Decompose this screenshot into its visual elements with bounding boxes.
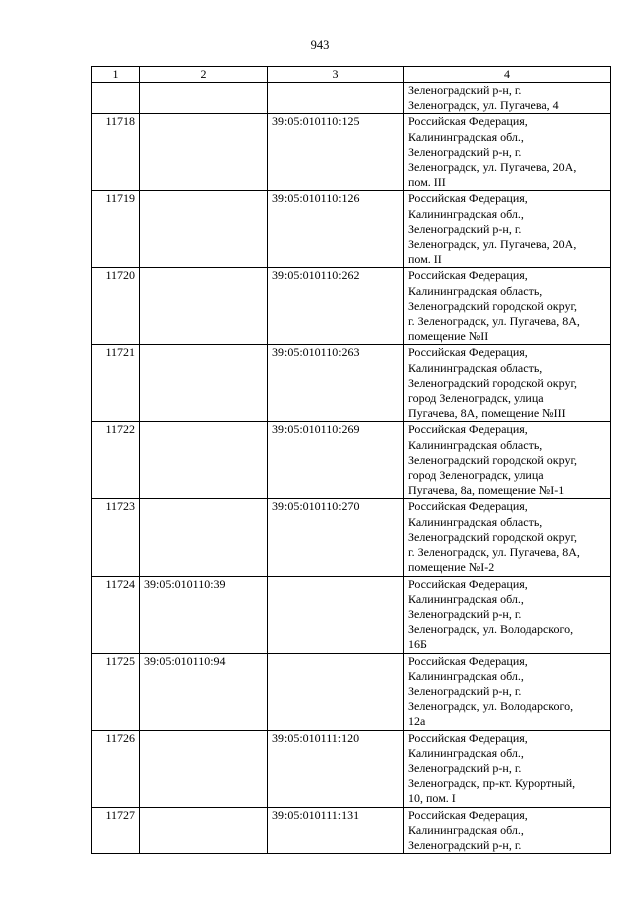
address-line: г. Зеленоградск, ул. Пугачева, 8А, — [408, 545, 580, 560]
address-cell — [404, 576, 611, 653]
cadastral-number-col3-cell: 39:05:010111:131 — [268, 807, 404, 854]
address-line: Зеленоградский р-н, г. — [408, 837, 522, 852]
address-line: Зеленоградский р-н, г. — [408, 221, 522, 236]
table-row — [92, 576, 611, 653]
address-line: Российская Федерация, — [408, 114, 528, 129]
address-line: помещение №I-2 — [408, 560, 495, 575]
table-body — [92, 83, 611, 854]
address-line: Зеленоградский городской округ, — [408, 529, 578, 544]
table-header-row — [92, 67, 611, 83]
address-line: Российская Федерация, — [408, 576, 528, 591]
address-line: Зеленоградский городской округ, — [408, 298, 578, 313]
cadastral-number-col2-cell — [140, 83, 268, 114]
cadastral-number-col2-cell: 39:05:010110:39 — [140, 576, 268, 653]
cadastral-number-col2-cell — [140, 422, 268, 499]
address-line: Калининградская обл., — [408, 822, 524, 837]
table-row — [92, 83, 611, 114]
address-line: г. Зеленоградск, ул. Пугачева, 8А, — [408, 314, 580, 329]
table-row — [92, 268, 611, 345]
cadastral-number-col3-cell — [268, 576, 404, 653]
cadastral-number-col3-cell: 39:05:010110:263 — [268, 345, 404, 422]
address-line: Зеленоградск, пр-кт. Курортный, — [408, 776, 576, 791]
row-number-cell: 11724 — [92, 576, 140, 653]
address-line: Российская Федерация, — [408, 268, 528, 283]
address-line: 12а — [408, 714, 426, 729]
table-row — [92, 730, 611, 807]
table-row — [92, 345, 611, 422]
registry-table — [91, 66, 611, 854]
address-line: Калининградская область, — [408, 437, 543, 452]
address-line: Зеленоградский р-н, г. — [408, 144, 522, 159]
cadastral-number-col3-cell: 39:05:010110:125 — [268, 114, 404, 191]
table-row — [92, 807, 611, 854]
cadastral-number-col3-cell: 39:05:010110:262 — [268, 268, 404, 345]
address-cell — [404, 422, 611, 499]
row-number-cell: 11720 — [92, 268, 140, 345]
table-row — [92, 114, 611, 191]
cadastral-number-col3-cell — [268, 83, 404, 114]
address-line: Зеленоградск, ул. Пугачева, 20А, — [408, 237, 577, 252]
cadastral-number-col2-cell: 39:05:010110:94 — [140, 653, 268, 730]
cadastral-number-col3-cell: 39:05:010110:269 — [268, 422, 404, 499]
cadastral-number-col2-cell — [140, 114, 268, 191]
address-line: Калининградская область, — [408, 514, 543, 529]
address-line: Российская Федерация, — [408, 345, 528, 360]
row-number-cell: 11727 — [92, 807, 140, 854]
address-line: пом. III — [408, 175, 446, 190]
address-line: Российская Федерация, — [408, 191, 528, 206]
address-line: Российская Федерация, — [408, 499, 528, 514]
address-line: Зеленоградский р-н, г. — [408, 83, 522, 97]
row-number-cell: 11718 — [92, 114, 140, 191]
address-line: Калининградская область, — [408, 283, 543, 298]
row-number-cell: 11725 — [92, 653, 140, 730]
address-line: Калининградская область, — [408, 360, 543, 375]
address-cell — [404, 730, 611, 807]
address-cell — [404, 807, 611, 854]
address-line: Зеленоградский городской округ, — [408, 452, 578, 467]
address-line: Зеленоградск, ул. Володарского, — [408, 622, 574, 637]
address-cell — [404, 191, 611, 268]
address-line: город Зеленоградск, улица — [408, 468, 544, 483]
address-line: Зеленоградский городской округ, — [408, 375, 578, 390]
column-header-2: 2 — [140, 67, 268, 83]
address-line: Зеленоградский р-н, г. — [408, 683, 522, 698]
cadastral-number-col3-cell — [268, 653, 404, 730]
address-cell — [404, 268, 611, 345]
column-header-1: 1 — [92, 67, 140, 83]
address-line: Российская Федерация, — [408, 807, 528, 822]
column-header-4: 4 — [404, 67, 611, 83]
address-cell — [404, 114, 611, 191]
address-line: 16Б — [408, 637, 427, 652]
cadastral-number-col2-cell — [140, 268, 268, 345]
column-header-3: 3 — [268, 67, 404, 83]
cadastral-number-col2-cell — [140, 191, 268, 268]
address-line: 10, пом. I — [408, 791, 456, 806]
address-line: пом. II — [408, 252, 442, 267]
table-row — [92, 499, 611, 576]
address-line: Пугачева, 8а, помещение №I-1 — [408, 483, 565, 498]
address-cell — [404, 653, 611, 730]
address-line: Зеленоградск, ул. Володарского, — [408, 699, 574, 714]
address-cell — [404, 499, 611, 576]
address-line: Калининградская обл., — [408, 591, 524, 606]
address-cell — [404, 83, 611, 114]
address-line: помещение №II — [408, 329, 489, 344]
cadastral-number-col2-cell — [140, 499, 268, 576]
address-line: Калининградская обл., — [408, 206, 524, 221]
address-line: Зеленоградский р-н, г. — [408, 760, 522, 775]
row-number-cell: 11723 — [92, 499, 140, 576]
cadastral-number-col2-cell — [140, 807, 268, 854]
address-line: город Зеленоградск, улица — [408, 391, 544, 406]
row-number-cell: 11722 — [92, 422, 140, 499]
address-line: Калининградская обл., — [408, 668, 524, 683]
cadastral-number-col3-cell: 39:05:010110:270 — [268, 499, 404, 576]
cadastral-number-col2-cell — [140, 730, 268, 807]
row-number-cell — [92, 83, 140, 114]
row-number-cell: 11721 — [92, 345, 140, 422]
table-row — [92, 653, 611, 730]
table-row — [92, 422, 611, 499]
row-number-cell: 11719 — [92, 191, 140, 268]
address-line: Пугачева, 8А, помещение №III — [408, 406, 566, 421]
table-row — [92, 191, 611, 268]
address-line: Калининградская обл., — [408, 129, 524, 144]
address-line: Зеленоградск, ул. Пугачева, 4 — [408, 98, 559, 113]
cadastral-number-col3-cell: 39:05:010111:120 — [268, 730, 404, 807]
address-line: Зеленоградск, ул. Пугачева, 20А, — [408, 160, 577, 175]
cadastral-number-col2-cell — [140, 345, 268, 422]
address-line: Калининградская обл., — [408, 745, 524, 760]
address-line: Зеленоградский р-н, г. — [408, 606, 522, 621]
row-number-cell: 11726 — [92, 730, 140, 807]
page-number: 943 — [310, 38, 330, 52]
address-line: Российская Федерация, — [408, 422, 528, 437]
address-line: Российская Федерация, — [408, 653, 528, 668]
cadastral-number-col3-cell: 39:05:010110:126 — [268, 191, 404, 268]
address-line: Российская Федерация, — [408, 730, 528, 745]
address-cell — [404, 345, 611, 422]
